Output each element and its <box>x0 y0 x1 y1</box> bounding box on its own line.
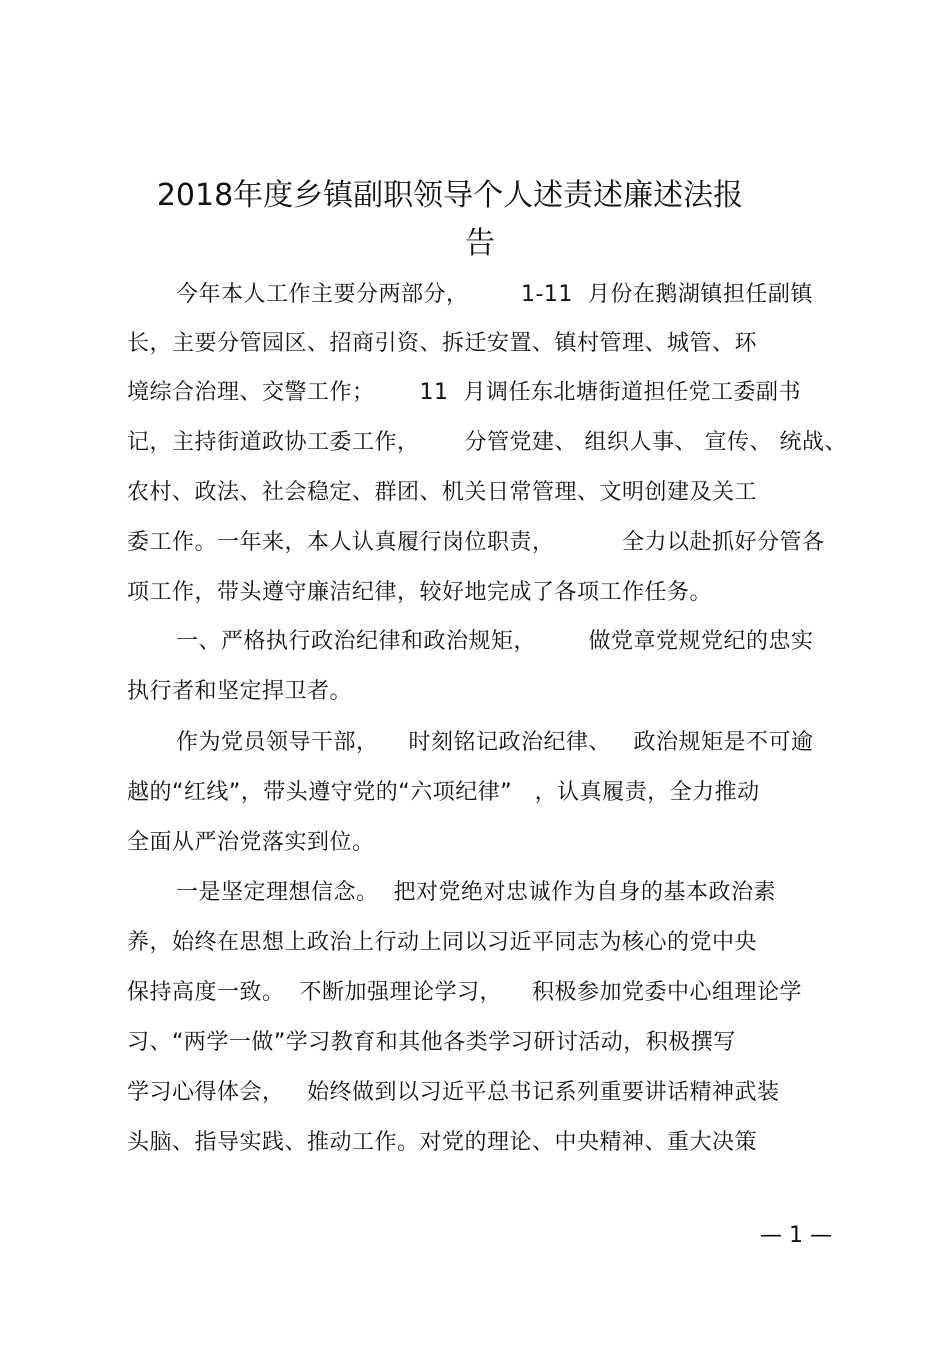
paragraph-line: 习、“两学一做”学习教育和其他各类学习研讨活动，积极撰写 <box>127 1030 736 1055</box>
paragraph-line: 养，始终在思想上政治上行动上同以习近平同志为核心的党中央 <box>127 930 758 955</box>
section-heading-line: 一、严格执行政治纪律和政治规矩， 做党章党规党纪的忠实 <box>176 629 814 654</box>
paragraph-line: 委工作。一年来，本人认真履行岗位职责， 全力以赴抓好分管各 <box>127 530 825 555</box>
paragraph-line: 项工作，带头遵守廉洁纪律，较好地完成了各项工作任务。 <box>127 580 713 605</box>
paragraph-line: 作为党员领导干部， 时刻铭记政治纪律、 政治规矩是不可逾 <box>176 730 814 755</box>
paragraph-line: 农村、政法、社会稳定、群团、机关日常管理、文明创建及关工 <box>127 480 758 505</box>
paragraph-line: 头脑、指导实践、推动工作。对党的理论、中央精神、重大决策 <box>127 1130 758 1155</box>
paragraph-line: 长，主要分管园区、招商引资、拆迁安置、镇村管理、城管、环 <box>127 331 758 356</box>
page-number: — 1 — <box>760 1223 832 1248</box>
paragraph-line: 保持高度一致。 不断加强理论学习， 积极参加党委中心组理论学 <box>127 980 802 1005</box>
document-title-line-2: 告 <box>465 226 495 261</box>
document-title-line-1: 2018年度乡镇副职领导个人述责述廉述法报 <box>156 178 744 213</box>
paragraph-line: 境综合治理、交警工作； 11 月调任东北塘街道担任党工委副书 <box>127 380 801 405</box>
paragraph-line: 今年本人工作主要分两部分， 1-11 月份在鹅湖镇担任副镇 <box>176 282 813 307</box>
paragraph-line: 学习心得体会， 始终做到以习近平总书记系列重要讲话精神武装 <box>127 1080 780 1105</box>
paragraph-line: 全面从严治党落实到位。 <box>127 830 375 855</box>
paragraph-line: 记，主持街道政协工委工作， 分管党建、 组织人事、 宣传、 统战、 <box>127 430 847 455</box>
paragraph-line: 越的“红线”，带头遵守党的“六项纪律” ，认真履责，全力推动 <box>127 780 760 805</box>
section-heading-line: 执行者和坚定捍卫者。 <box>127 679 353 704</box>
paragraph-line: 一是坚定理想信念。 把对党绝对忠诚作为自身的基本政治素 <box>176 880 776 905</box>
